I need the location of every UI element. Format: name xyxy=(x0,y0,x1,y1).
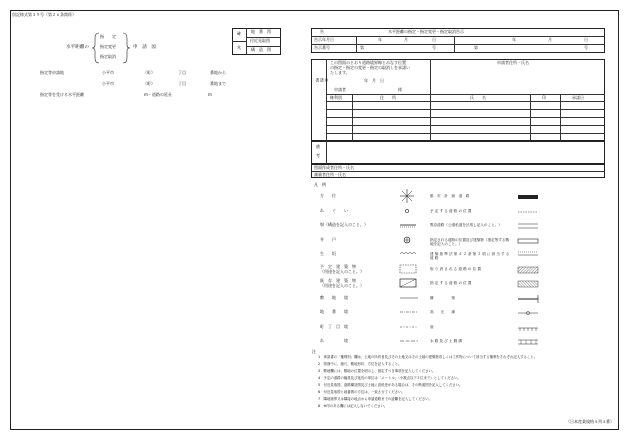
legend-left-symbol-icon xyxy=(400,250,420,260)
legend-left-label: 町 丁 目 境 xyxy=(320,323,348,329)
road-m-unit: m xyxy=(208,92,212,97)
legend-left-symbol-icon xyxy=(400,337,420,347)
legend-left-symbol-icon xyxy=(400,308,420,318)
note-item: 5 付近見取図、道路構造図及び土地に高低差がある場合は、その断面図を記入してください。 xyxy=(318,383,463,387)
legend-left-label: れ 境 xyxy=(320,338,348,343)
legend-mid-label: 既存道路（公道私道を区別し記入のこと。） xyxy=(430,223,502,227)
applicant-column-header: 申請者住所・氏名 xyxy=(497,60,529,65)
legend-left-label: 既 存 建 築 物 xyxy=(320,278,356,283)
remarks-box xyxy=(311,141,605,164)
legend-left-label: 方 位 xyxy=(320,193,336,198)
legend-mid-symbol-icon xyxy=(518,237,540,247)
legend-mid-label: 高 圧 線 xyxy=(430,310,456,314)
form-style-number: 別記様式第３９号（第２６条関係） xyxy=(12,12,76,17)
legend-mid-label: 崖 xyxy=(430,324,434,329)
legend-left-label: （用途を記入のこと。） xyxy=(320,268,364,274)
col-consent-date: 承諾日 xyxy=(572,95,584,100)
consent-side-label: 承 諾 書 xyxy=(315,78,330,83)
legend-left-symbol-icon xyxy=(400,207,420,217)
city-1: 小平市 xyxy=(102,70,114,75)
note-item: 6 付近見取図と地番図の方位は、一致させてください。 xyxy=(318,390,405,394)
legend-left-label: れ ぐ い xyxy=(320,207,348,213)
legend-mid-label: 指定される道路の位置及び建築物（指定等する敷地を記入のこと。） xyxy=(430,237,510,246)
legend-mid-symbol-icon xyxy=(518,193,540,203)
remarks-side-1: 備 xyxy=(316,144,320,149)
legend-left-symbol-icon xyxy=(400,294,420,304)
col-name: 氏 名 xyxy=(470,95,486,100)
applicant-label: 申請者 xyxy=(334,87,346,92)
legend-mid-label: 建 築 基 準 法 第 ４ ２ 条 第 ２ 項 に 該 当 す る 道 路 xyxy=(430,252,510,260)
legend-mid-label: 取 り 消 さ れ る 道 路 の 位 置 xyxy=(430,266,481,271)
col-right-type: 権利別 xyxy=(330,95,342,100)
applicant-sama: 様 xyxy=(398,87,402,92)
legend-mid-symbol-icon xyxy=(518,222,540,232)
notice-mark: 告 xyxy=(320,29,324,34)
doc-lot-map: 地 番 図 xyxy=(251,29,271,34)
legend-mid-symbol-icon xyxy=(518,280,540,290)
legend-left-symbol-icon xyxy=(400,192,420,202)
legend-mid-symbol-icon xyxy=(518,208,540,218)
notice-heading: 水平距離の指定・指定変更・指定取消告示 xyxy=(388,29,464,34)
legend-mid-symbol-icon xyxy=(518,309,540,319)
notes-title: 注 xyxy=(312,349,316,354)
brace-right-icon xyxy=(123,33,129,63)
banchi-from: 番地から xyxy=(210,70,226,75)
surveyor-label: 測量者住所・氏名 xyxy=(314,172,346,177)
drawing-author-label: 図面作成者住所・氏名 xyxy=(314,165,354,170)
title-main: 水平距離の xyxy=(66,45,89,50)
brace-item-change: 指定変更 xyxy=(100,44,116,49)
brace-item-designate: 指 定 xyxy=(100,34,116,39)
legend-mid-symbol-icon xyxy=(518,338,540,348)
legend-left-label: 井 戸 xyxy=(320,236,336,242)
notice-number-label: 告示番号 xyxy=(314,45,330,50)
note-item: 2 図面中に、縮尺、敷地形状、方位を記入すること。 xyxy=(318,362,402,366)
stamp-side-2: 兆 xyxy=(237,45,241,50)
legend-title: 凡 例 xyxy=(314,182,326,187)
chome-2: 丁目 xyxy=(178,81,186,86)
note-item: 1 承諾書の「権利別」欄は、土地の所有者及びその土地又はその土地の建築物若しくは工作物について該当する権利をそれぞれ記入すること。 xyxy=(318,355,538,359)
consent-text-2: の指定・指定の変更・指定の取消しを承諾い xyxy=(330,65,410,70)
consent-text-1: この図面のとおり道路境界線とみなす位置 xyxy=(330,60,406,65)
legend-left-label: 地 番 境 xyxy=(320,309,348,314)
brace-item-cancel: 指定取消 xyxy=(100,54,116,59)
legend-mid-label: 指 定 す る 道 路 の 位 置 xyxy=(430,281,472,285)
notice-date-label: 告示年月日 xyxy=(314,37,334,42)
district-2: （町） xyxy=(143,81,155,86)
legend-left-symbol-icon xyxy=(400,323,420,333)
legend-left-symbol-icon xyxy=(400,265,420,275)
road-m-label: m・道路の延長 xyxy=(144,92,172,97)
road-label: 指定等を受ける水平距離 xyxy=(40,92,84,97)
banchi-to: 番地まで xyxy=(210,81,226,86)
legend-left-label: （用途を記入のこと。） xyxy=(320,283,364,288)
chome-1: 丁目 xyxy=(178,70,186,75)
legend-left-label: 生 垣 xyxy=(320,251,336,256)
legend-left-symbol-icon xyxy=(400,236,420,246)
stamp-side-1: 確 xyxy=(237,31,241,36)
legend-mid-label: 擁 壁 xyxy=(430,295,456,300)
title-suffix: 申 請 図 xyxy=(133,45,156,50)
consent-date: 年 月 日 xyxy=(364,78,384,83)
note-item: 8 ※印のある欄には記入しないでください。 xyxy=(318,404,388,408)
legend-mid-label: 予 定 す る 道 路 の 位 置 xyxy=(430,208,472,213)
legend-mid-symbol-icon xyxy=(518,295,540,305)
legend-mid-symbol-icon xyxy=(518,266,540,276)
legend-left-symbol-icon xyxy=(400,221,420,231)
legend-left-symbol-icon xyxy=(400,279,420,289)
doc-structure-drawing: 構 造 図 xyxy=(251,47,271,52)
legend-mid-label: 水 路 及 び 土 側 溝 xyxy=(430,339,463,343)
note-item: 7 隣地境界又は隣接の地点から申請道路までの距離を記入してください。 xyxy=(318,397,433,401)
address-label: 指定等申請地 xyxy=(40,70,64,75)
city-2: 小平市 xyxy=(102,81,114,86)
note-item: 4 予定の道路の幅員及び延長の単位は「メートル」（小数点以下２位まで）としてください。 xyxy=(318,376,461,380)
legend-mid-symbol-icon xyxy=(518,251,540,261)
district-1: （町） xyxy=(143,70,155,75)
legend-mid-symbol-icon xyxy=(518,324,540,334)
legend-left-label: 予 定 建 築 物 xyxy=(320,263,356,269)
note-item: 3 敷地欄には、敷地の位置を明示し、指定すべき事項を記入してください。 xyxy=(318,369,436,373)
form-footer: （日本産業規格Ａ列４番） xyxy=(566,419,614,424)
remarks-side-2: 考 xyxy=(316,153,320,158)
legend-left-label: 塀（構造を記入のこと。） xyxy=(320,222,368,227)
doc-vicinity-map: 付近見取図 xyxy=(250,38,270,43)
col-seal: 印 xyxy=(542,95,546,100)
consent-text-3: たします。 xyxy=(330,70,350,75)
legend-mid-label: 都 市 計 画 道 路 xyxy=(430,194,470,198)
col-address: 住 所 xyxy=(380,95,396,100)
legend-left-label: 敷 地 境 xyxy=(320,294,348,300)
